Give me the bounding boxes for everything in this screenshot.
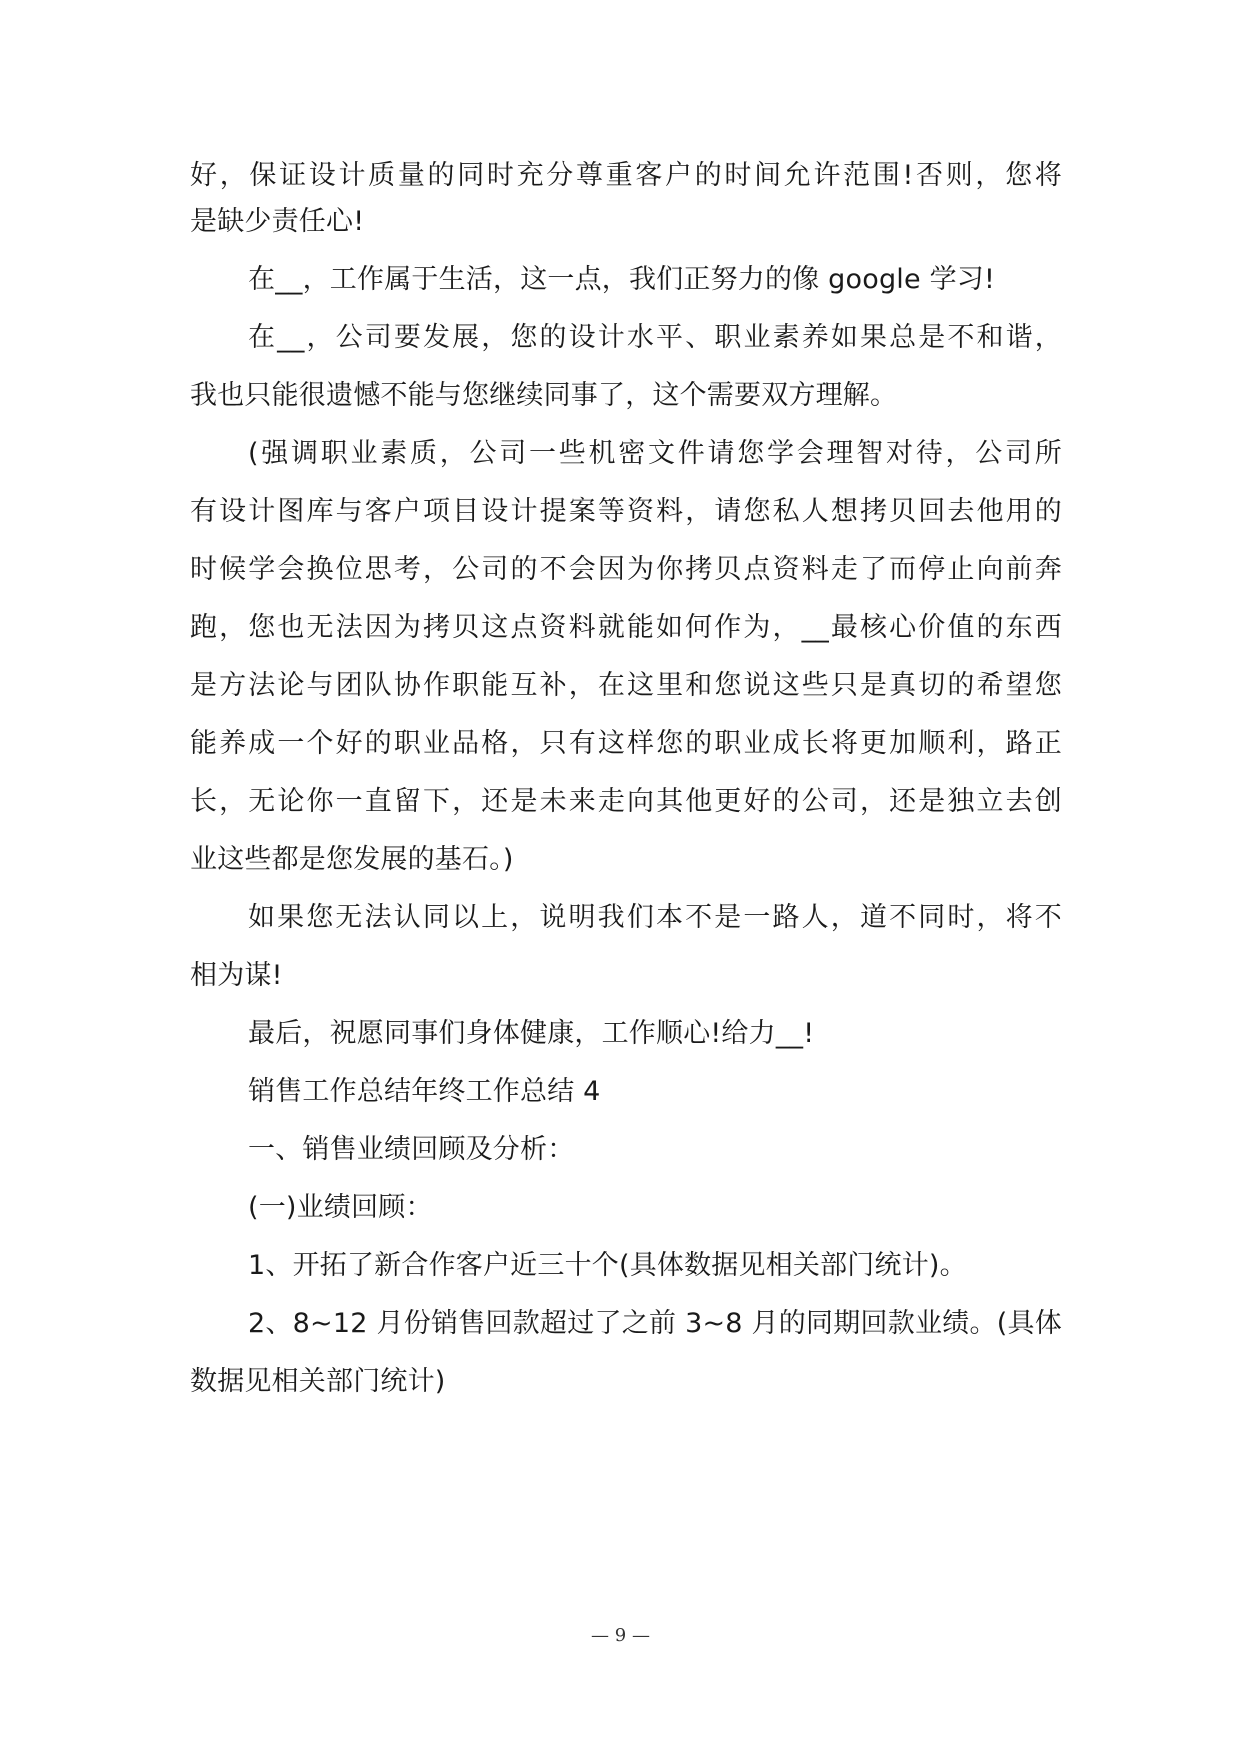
page-number: — 9 — — [591, 1625, 650, 1646]
text-line: 是缺少责任心! — [190, 206, 365, 237]
list-item: 1、开拓了新合作客户近三十个(具体数据见相关部门统计)。 — [248, 1250, 967, 1281]
text-line: 在__，工作属于生活，这一点，我们正努力的像 google 学习! — [248, 264, 996, 295]
text-line: 如果您无法认同以上，说明我们本不是一路人，道不同时，将不 — [248, 902, 1062, 933]
text-line: 跑，您也无法因为拷贝这点资料就能如何作为，__最核心价值的东西 — [190, 612, 1062, 643]
text-line: 时候学会换位思考，公司的不会因为你拷贝点资料走了而停止向前奔 — [190, 554, 1062, 585]
text-line: 我也只能很遗憾不能与您继续同事了，这个需要双方理解。 — [190, 380, 898, 411]
text-line: 业这些都是您发展的基石。) — [190, 844, 514, 875]
text-line: 好，保证设计质量的同时充分尊重客户的时间允许范围!否则，您将 — [190, 160, 1062, 191]
text-line: 数据见相关部门统计) — [190, 1366, 446, 1397]
subsection-heading: 一、销售业绩回顾及分析： — [248, 1134, 575, 1165]
text-line: (强调职业素质，公司一些机密文件请您学会理智对待，公司所 — [248, 438, 1062, 469]
text-line: 长，无论你一直留下，还是未来走向其他更好的公司，还是独立去创 — [190, 786, 1062, 817]
subsection-heading: (一)业绩回顾： — [248, 1192, 433, 1223]
text-line: 最后，祝愿同事们身体健康，工作顺心!给力__! — [248, 1018, 815, 1049]
list-item: 2、8~12 月份销售回款超过了之前 3~8 月的同期回款业绩。(具体 — [248, 1308, 1062, 1339]
text-line: 有设计图库与客户项目设计提案等资料，请您私人想拷贝回去他用的 — [190, 496, 1062, 527]
text-line: 能养成一个好的职业品格，只有这样您的职业成长将更加顺利，路正 — [190, 728, 1062, 759]
text-line: 相为谋! — [190, 960, 283, 991]
text-line: 在__，公司要发展，您的设计水平、职业素养如果总是不和谐， — [248, 322, 1062, 353]
section-heading: 销售工作总结年终工作总结 4 — [248, 1076, 601, 1107]
text-line: 是方法论与团队协作职能互补，在这里和您说这些只是真切的希望您 — [190, 670, 1062, 701]
